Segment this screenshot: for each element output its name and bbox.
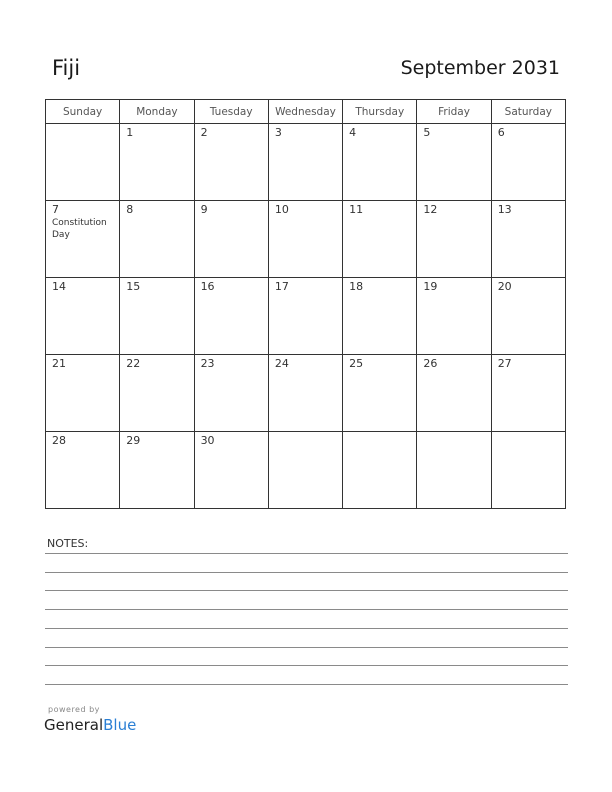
day-number: 25 xyxy=(349,357,364,370)
day-number xyxy=(492,432,565,435)
note-line xyxy=(45,590,568,591)
day-number: 20 xyxy=(497,280,512,293)
day-cell xyxy=(46,278,120,355)
day-number xyxy=(269,432,342,435)
day-number xyxy=(46,124,119,127)
month-year-title: September 2031 xyxy=(400,57,560,79)
day-cell xyxy=(417,432,491,509)
day-cell xyxy=(491,124,565,201)
day-number: 27 xyxy=(497,357,512,370)
country-title: Fiji xyxy=(52,56,81,80)
week-row xyxy=(46,201,566,278)
day-number: 2 xyxy=(200,126,208,139)
day-number: 13 xyxy=(497,203,512,216)
day-cell xyxy=(194,432,268,509)
day-number: 14 xyxy=(52,280,66,293)
day-number: 29 xyxy=(126,434,141,447)
day-number: 17 xyxy=(274,280,289,293)
day-cell xyxy=(120,355,194,432)
day-number: 19 xyxy=(423,280,438,293)
day-number xyxy=(417,432,490,435)
day-number: 15 xyxy=(126,280,141,293)
day-number: 28 xyxy=(52,434,66,447)
day-number: 12 xyxy=(423,203,438,216)
notes-label: NOTES: xyxy=(47,537,89,550)
weekday-header: Monday xyxy=(120,100,194,124)
day-number: 21 xyxy=(52,357,66,370)
weekday-header: Friday xyxy=(417,100,491,124)
day-number: 6 xyxy=(497,126,505,139)
day-cell xyxy=(194,201,268,278)
day-number: 11 xyxy=(349,203,364,216)
brand-name-blue: Blue xyxy=(103,716,137,734)
brand-logo xyxy=(44,705,136,734)
day-cell xyxy=(46,432,120,509)
weekday-header: Thursday xyxy=(343,100,417,124)
day-number: 30 xyxy=(200,434,215,447)
day-cell xyxy=(491,432,565,509)
day-cell xyxy=(343,432,417,509)
week-row xyxy=(46,278,566,355)
weekday-header: Sunday xyxy=(46,100,120,124)
day-cell xyxy=(194,278,268,355)
day-cell xyxy=(120,278,194,355)
weekday-header-row xyxy=(46,100,566,124)
day-cell xyxy=(491,201,565,278)
day-number: 22 xyxy=(126,357,141,370)
day-cell xyxy=(120,201,194,278)
day-number: 3 xyxy=(274,126,282,139)
day-cell xyxy=(343,201,417,278)
day-number: 10 xyxy=(274,203,289,216)
day-cell xyxy=(46,201,120,278)
day-cell xyxy=(46,124,120,201)
day-number xyxy=(343,432,416,435)
day-cell xyxy=(46,355,120,432)
day-number: 26 xyxy=(423,357,438,370)
note-line xyxy=(45,553,568,554)
note-line xyxy=(45,609,568,610)
day-cell xyxy=(343,278,417,355)
day-number: 23 xyxy=(200,357,215,370)
day-number: 16 xyxy=(200,280,215,293)
day-cell xyxy=(417,124,491,201)
day-number: 8 xyxy=(126,203,134,216)
note-line xyxy=(45,665,568,666)
day-cell xyxy=(194,355,268,432)
powered-by-text: powered by xyxy=(48,705,100,714)
note-line xyxy=(45,647,568,648)
day-cell xyxy=(194,124,268,201)
day-cell xyxy=(491,278,565,355)
day-number: 4 xyxy=(349,126,357,139)
day-number: 1 xyxy=(126,126,134,139)
week-row xyxy=(46,124,566,201)
holiday-label: Constitution Day xyxy=(52,218,107,240)
day-cell xyxy=(268,124,342,201)
day-number: 7 xyxy=(52,203,59,216)
day-cell xyxy=(120,124,194,201)
day-cell xyxy=(417,355,491,432)
day-number: 9 xyxy=(200,203,208,216)
day-cell xyxy=(268,355,342,432)
day-cell xyxy=(417,278,491,355)
note-line xyxy=(45,572,568,573)
day-cell xyxy=(343,124,417,201)
day-number: 18 xyxy=(349,280,364,293)
weekday-header: Wednesday xyxy=(268,100,342,124)
note-line xyxy=(45,628,568,629)
day-cell xyxy=(268,432,342,509)
day-cell xyxy=(120,432,194,509)
day-cell xyxy=(491,355,565,432)
day-cell xyxy=(268,278,342,355)
note-line xyxy=(45,684,568,685)
day-cell xyxy=(268,201,342,278)
brand-name xyxy=(44,716,136,734)
calendar-grid xyxy=(45,99,566,509)
brand-name-general: General xyxy=(44,716,104,734)
day-number: 5 xyxy=(423,126,431,139)
weekday-header: Tuesday xyxy=(194,100,268,124)
week-row xyxy=(46,355,566,432)
day-number: 24 xyxy=(274,357,289,370)
week-row xyxy=(46,432,566,509)
day-cell xyxy=(417,201,491,278)
day-cell xyxy=(343,355,417,432)
weekday-header: Saturday xyxy=(491,100,565,124)
